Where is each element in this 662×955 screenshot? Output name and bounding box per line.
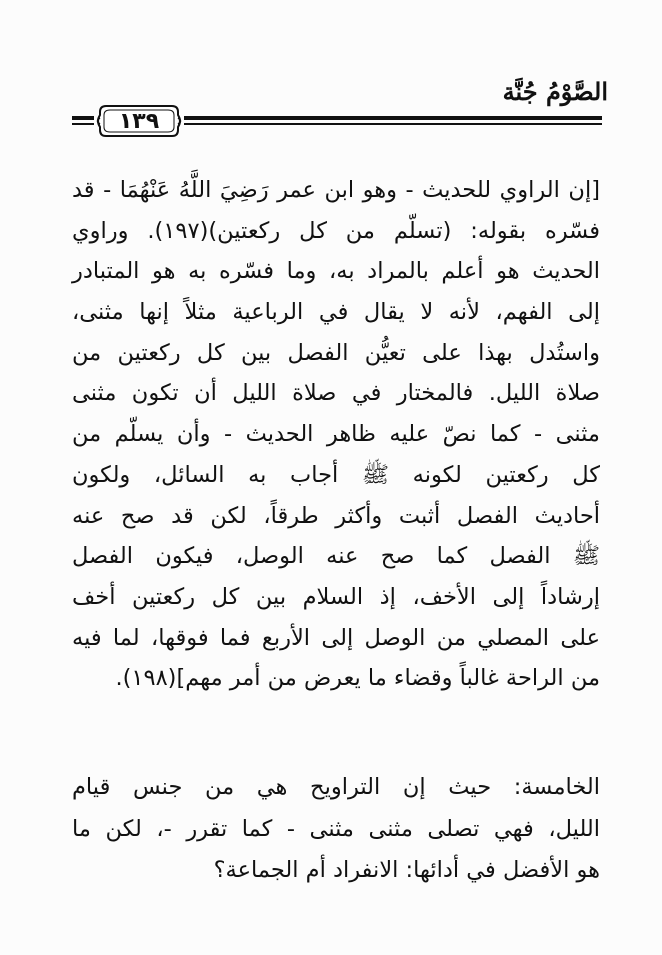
text-line: الحديث هو أعلم بالمراد به، وما فسّره به هو المتبادر: [72, 258, 600, 285]
text-line: الخامسة: حيث إن التراويح هي من جنس قيام: [72, 774, 600, 800]
page-number: ١٣٩: [118, 108, 160, 134]
text-line: من الراحة غالباً وقضاء ما يعرض من أمر مهم](١٩٨).: [115, 665, 600, 692]
page-number-frame: [96, 102, 182, 140]
header-rule-thick: [184, 116, 602, 120]
text-line: فسّره بقوله: (تسلّم من كل ركعتين)(١٩٧). وراوي: [72, 217, 601, 244]
text-line: على المصلي من الوصل إلى الأربع فما فوقها، لما فيه: [72, 624, 600, 651]
text-line: [إن الراوي للحديث - وهو ابن عمر رَضِيَ اللَّهُ عَنْهُمَا - قد: [72, 177, 600, 203]
text-line: إلى الفهم، لأنه لا يقال في الرباعية مثلاً إنها مثنى،: [72, 299, 600, 326]
running-title: الصَّوْمُ جُنَّة: [502, 77, 608, 106]
header-rule-left-thin: [72, 123, 94, 125]
paragraph-1: [72, 170, 600, 699]
text-line: هو الأفضل في أدائها: الانفراد أم الجماعة؟: [213, 857, 600, 883]
text-line: ﷺ الفصل كما صح عنه الوصل، فيكون الفصل: [72, 543, 600, 570]
header-rule-thin: [184, 123, 602, 125]
text-line: واستُدل بهذا على تعيُّن الفصل بين كل ركعتين من: [72, 339, 600, 366]
paragraph-2: [72, 767, 600, 892]
text-line: أحاديث الفصل أثبت وأكثر طرقاً، لكن قد صح عنه: [72, 502, 600, 529]
text-line: الليل، فهي تصلى مثنى مثنى - كما تقرر -، لكن ما: [72, 815, 600, 842]
header-rule-left-thick: [72, 116, 94, 120]
text-line: كل ركعتين لكونه ﷺ أجاب به السائل، ولكون: [72, 461, 600, 488]
text-line: إرشاداً إلى الأخف، إذ السلام بين كل ركعتين أخف: [72, 583, 600, 610]
text-line: مثنى - كما نصّ عليه ظاهر الحديث - وأن يسلّم من: [72, 421, 600, 448]
text-line: صلاة الليل. فالمختار في صلاة الليل أن تكون مثنى: [72, 380, 600, 407]
